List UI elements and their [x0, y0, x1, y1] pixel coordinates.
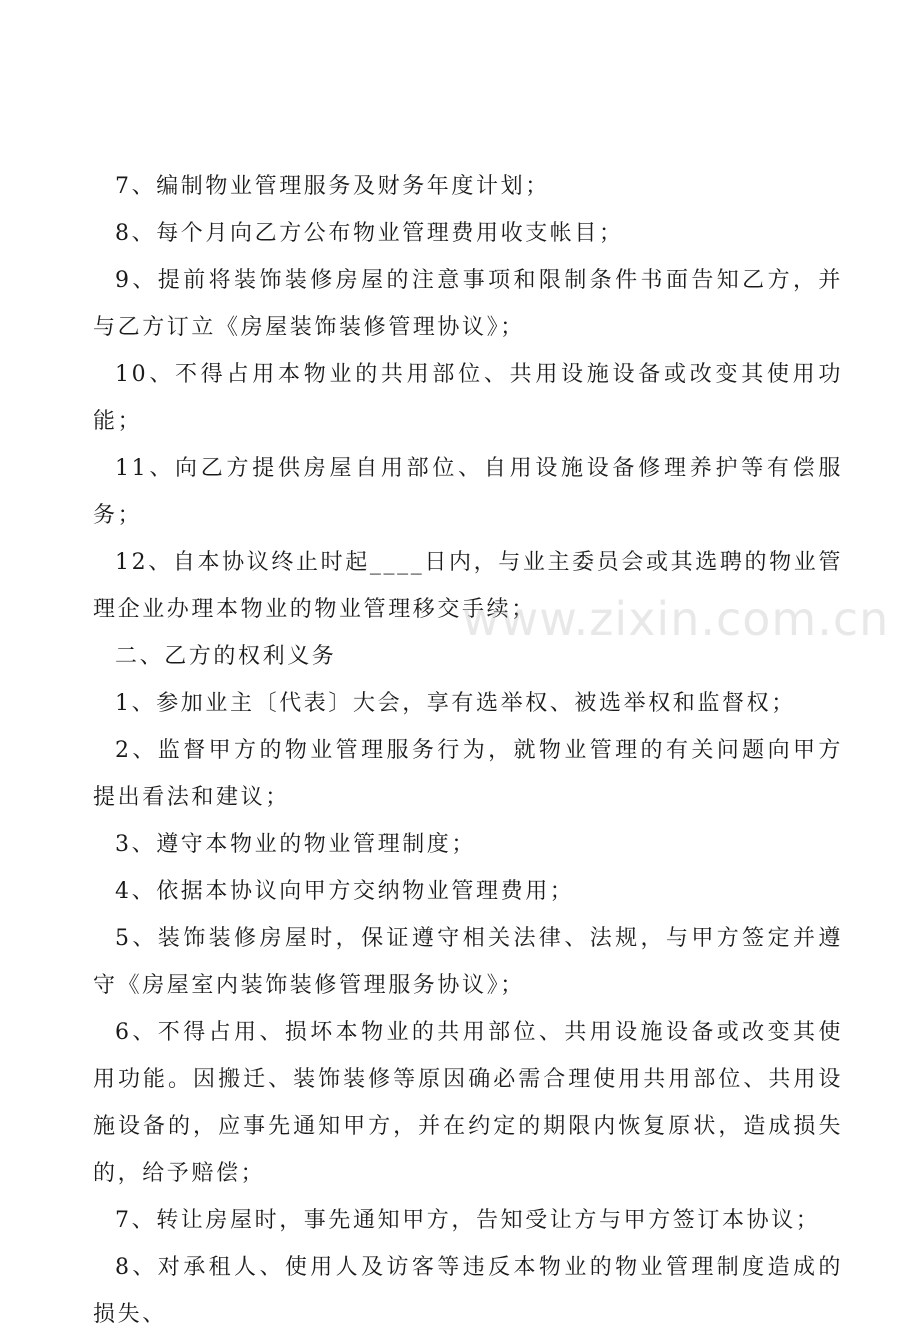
paragraph-4: 10、不得占用本物业的共用部位、共用设施设备或改变其使用功能； — [93, 362, 843, 434]
paragraph-12: 6、不得占用、损坏本物业的共用部位、共用设施设备或改变其使用功能。因搬迁、装饰装修等原因确必需合理使用共用部位、共用设施设备的，应事先通知甲方，并在约定的期限内恢复原状，造成损失的，给予赔偿； — [93, 1020, 843, 1186]
paragraph-9: 3、遵守本物业的物业管理制度； — [115, 832, 476, 857]
paragraph-14: 8、对承租人、使用人及访客等违反本物业的物业管理制度造成的损失、 — [93, 1255, 843, 1327]
watermark: www.zixin.com.cn — [462, 592, 890, 646]
paragraph-3: 9、提前将装饰装修房屋的注意事项和限制条件书面告知乙方，并与乙方订立《房屋装饰装修管理协议》； — [93, 268, 843, 340]
document-body — [93, 163, 843, 1338]
section-heading: 二、乙方的权利义务 — [115, 644, 337, 669]
paragraph-6: 12、自本协议终止时起____日内，与业主委员会或其选聘的物业管理企业办理本物业的物业管理移交手续； — [93, 550, 843, 622]
paragraph-1: 7、编制物业管理服务及财务年度计划； — [115, 174, 550, 199]
paragraph-8: 2、监督甲方的物业管理服务行为，就物业管理的有关问题向甲方提出看法和建议； — [93, 738, 843, 810]
paragraph-2: 8、每个月向乙方公布物业管理费用收支帐目； — [115, 221, 624, 246]
paragraph-5: 11、向乙方提供房屋自用部位、自用设施设备修理养护等有偿服务； — [93, 456, 843, 528]
paragraph-10: 4、依据本协议向甲方交纳物业管理费用； — [115, 879, 575, 904]
paragraph-7: 1、参加业主〔代表〕大会，享有选举权、被选举权和监督权； — [115, 691, 796, 716]
paragraph-13: 7、转让房屋时，事先通知甲方，告知受让方与甲方签订本协议； — [115, 1208, 821, 1233]
paragraph-11: 5、装饰装修房屋时，保证遵守相关法律、法规，与甲方签定并遵守《房屋室内装饰装修管理服务协议》； — [93, 926, 843, 998]
